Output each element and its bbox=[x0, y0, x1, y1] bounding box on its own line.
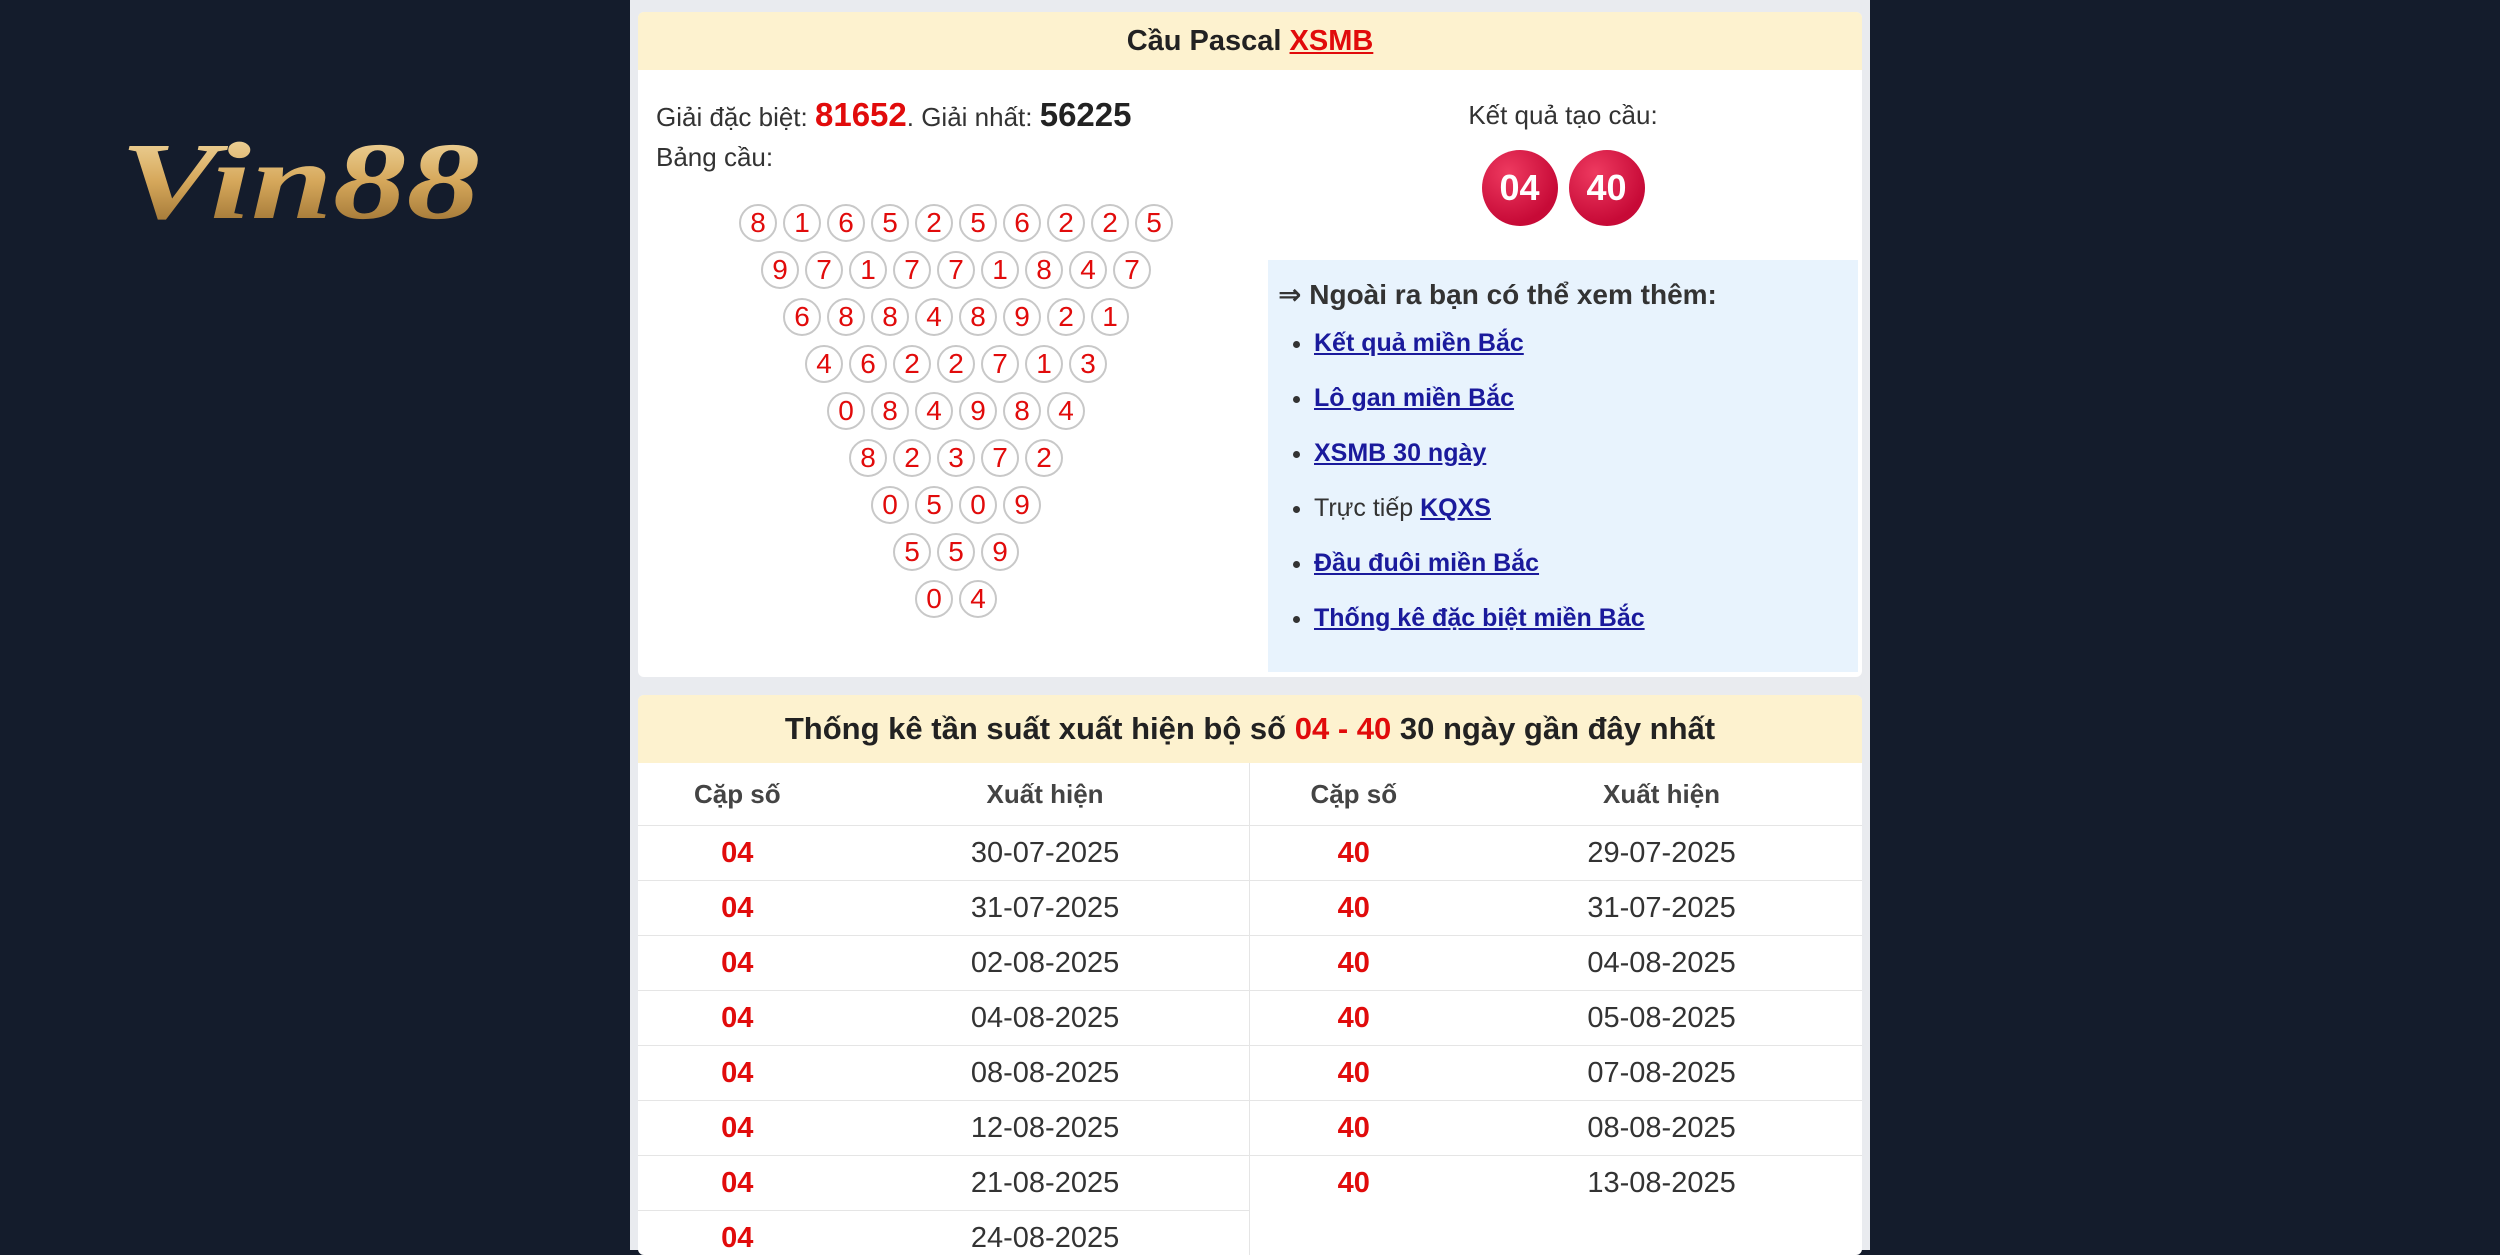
triangle-row bbox=[656, 345, 1256, 392]
pair-cell: 04 bbox=[638, 826, 841, 881]
triangle-number: 0 bbox=[915, 580, 953, 618]
pair-cell: 40 bbox=[1250, 1156, 1457, 1211]
pascal-right bbox=[1268, 92, 1858, 226]
triangle-number: 1 bbox=[783, 204, 821, 242]
triangle-number: 5 bbox=[959, 204, 997, 242]
triangle-number: 5 bbox=[1135, 204, 1173, 242]
logo-text: Vin88 bbox=[120, 120, 480, 230]
date-cell: 30-07-2025 bbox=[841, 826, 1250, 881]
table-row bbox=[638, 1156, 1862, 1211]
triangle-number: 4 bbox=[1069, 251, 1107, 289]
triangle-number: 6 bbox=[827, 204, 865, 242]
date-cell: 08-08-2025 bbox=[1457, 1101, 1862, 1156]
triangle-row bbox=[656, 486, 1256, 533]
triangle-row bbox=[656, 251, 1256, 298]
frequency-header bbox=[638, 695, 1862, 763]
date-cell: 05-08-2025 bbox=[1457, 991, 1862, 1046]
triangle-number: 4 bbox=[915, 298, 953, 336]
triangle-number: 7 bbox=[981, 439, 1019, 477]
triangle-number: 4 bbox=[1047, 392, 1085, 430]
triangle-number: 5 bbox=[915, 486, 953, 524]
triangle-number: 2 bbox=[1047, 204, 1085, 242]
frequency-title-suffix: 30 ngày gần đây nhất bbox=[1400, 711, 1715, 746]
list-item bbox=[1314, 325, 1848, 380]
see-more-box bbox=[1268, 260, 1858, 672]
triangle-number: 2 bbox=[937, 345, 975, 383]
date-cell: 04-08-2025 bbox=[841, 991, 1250, 1046]
date-cell: 02-08-2025 bbox=[841, 936, 1250, 991]
triangle-row bbox=[656, 533, 1256, 580]
triangle-number: 2 bbox=[893, 345, 931, 383]
prize-line bbox=[656, 92, 1256, 140]
triangle-number: 8 bbox=[1003, 392, 1041, 430]
triangle-number: 3 bbox=[937, 439, 975, 477]
triangle-number: 7 bbox=[981, 345, 1019, 383]
pair-cell: 04 bbox=[638, 936, 841, 991]
pair-cell: 04 bbox=[638, 881, 841, 936]
triangle-row bbox=[656, 204, 1256, 251]
list-item bbox=[1314, 600, 1848, 655]
triangle-number: 1 bbox=[849, 251, 887, 289]
header-pair: Cặp số bbox=[638, 763, 841, 826]
triangle-number: 4 bbox=[915, 392, 953, 430]
triangle-number: 8 bbox=[849, 439, 887, 477]
result-label: Kết quả tạo cầu: bbox=[1268, 92, 1858, 138]
pair-cell: 40 bbox=[1250, 936, 1457, 991]
triangle-number: 4 bbox=[959, 580, 997, 618]
triangle-number: 8 bbox=[959, 298, 997, 336]
date-cell: 31-07-2025 bbox=[1457, 881, 1862, 936]
triangle-number: 7 bbox=[805, 251, 843, 289]
date-cell: 24-08-2025 bbox=[841, 1211, 1250, 1255]
pascal-triangle bbox=[656, 204, 1256, 627]
triangle-number: 2 bbox=[893, 439, 931, 477]
triangle-number: 8 bbox=[739, 204, 777, 242]
triangle-number: 6 bbox=[849, 345, 887, 383]
date-cell: 07-08-2025 bbox=[1457, 1046, 1862, 1101]
result-balls bbox=[1268, 150, 1858, 226]
triangle-number: 2 bbox=[1091, 204, 1129, 242]
date-cell: 04-08-2025 bbox=[1457, 936, 1862, 991]
triangle-number: 8 bbox=[871, 392, 909, 430]
frequency-title-prefix: Thống kê tần suất xuất hiện bộ số bbox=[785, 711, 1286, 746]
vin88-logo[interactable] bbox=[120, 118, 490, 230]
see-more-list bbox=[1278, 325, 1848, 655]
date-cell: 08-08-2025 bbox=[841, 1046, 1250, 1101]
date-cell: 12-08-2025 bbox=[841, 1101, 1250, 1156]
triangle-row bbox=[656, 439, 1256, 486]
content-panel bbox=[630, 0, 1870, 1250]
triangle-number: 6 bbox=[1003, 204, 1041, 242]
result-ball: 40 bbox=[1569, 150, 1645, 226]
list-item bbox=[1314, 545, 1848, 600]
table-row bbox=[638, 1101, 1862, 1156]
table-row bbox=[638, 1046, 1862, 1101]
pascal-header bbox=[638, 12, 1862, 70]
special-prize-value: 81652 bbox=[815, 96, 907, 133]
date-cell bbox=[1457, 1211, 1862, 1255]
triangle-number: 7 bbox=[937, 251, 975, 289]
triangle-number: 4 bbox=[805, 345, 843, 383]
pair-cell: 04 bbox=[638, 1046, 841, 1101]
frequency-title-pair: 04 - 40 bbox=[1295, 711, 1392, 746]
date-cell: 29-07-2025 bbox=[1457, 826, 1862, 881]
frequency-table bbox=[638, 763, 1862, 1255]
triangle-number: 6 bbox=[783, 298, 821, 336]
triangle-row bbox=[656, 580, 1256, 627]
link-kqxs[interactable]: KQXS bbox=[1420, 494, 1491, 522]
triangle-number: 1 bbox=[981, 251, 1019, 289]
triangle-number: 9 bbox=[1003, 486, 1041, 524]
first-prize-value: 56225 bbox=[1040, 96, 1132, 133]
table-row bbox=[638, 1211, 1862, 1255]
triangle-number: 8 bbox=[827, 298, 865, 336]
triangle-number: 3 bbox=[1069, 345, 1107, 383]
see-more-title: ⇒ Ngoài ra bạn có thể xem thêm: bbox=[1278, 278, 1848, 311]
table-row bbox=[638, 991, 1862, 1046]
triangle-number: 9 bbox=[761, 251, 799, 289]
list-item bbox=[1314, 380, 1848, 435]
frequency-card bbox=[638, 695, 1862, 1255]
pair-cell: 40 bbox=[1250, 1101, 1457, 1156]
special-prize-label: Giải đặc biệt: bbox=[656, 102, 808, 132]
list-item bbox=[1314, 435, 1848, 490]
table-row bbox=[638, 826, 1862, 881]
pascal-title: Cầu Pascal bbox=[1127, 25, 1282, 57]
header-appear: Xuất hiện bbox=[841, 763, 1250, 826]
link-lo-gan-mien-bac[interactable]: Lô gan miền Bắc bbox=[1314, 384, 1514, 412]
table-row bbox=[638, 881, 1862, 936]
date-cell: 21-08-2025 bbox=[841, 1156, 1250, 1211]
triangle-number: 5 bbox=[893, 533, 931, 571]
triangle-row bbox=[656, 392, 1256, 439]
first-prize-label: . Giải nhất: bbox=[907, 102, 1033, 132]
triangle-row bbox=[656, 298, 1256, 345]
live-prefix: Trực tiếp bbox=[1314, 494, 1420, 522]
pair-cell: 04 bbox=[638, 1211, 841, 1255]
triangle-number: 8 bbox=[871, 298, 909, 336]
header-pair: Cặp số bbox=[1250, 763, 1457, 826]
pair-cell: 04 bbox=[638, 991, 841, 1046]
xsmb-link[interactable]: XSMB bbox=[1290, 25, 1374, 57]
triangle-number: 1 bbox=[1025, 345, 1063, 383]
link-ket-qua-mien-bac[interactable]: Kết quả miền Bắc bbox=[1314, 329, 1524, 357]
pair-cell: 40 bbox=[1250, 881, 1457, 936]
triangle-number: 1 bbox=[1091, 298, 1129, 336]
table-row bbox=[638, 936, 1862, 991]
link-thong-ke-dac-biet[interactable]: Thống kê đặc biệt miền Bắc bbox=[1314, 604, 1645, 632]
triangle-number: 2 bbox=[1047, 298, 1085, 336]
pascal-left bbox=[656, 92, 1256, 173]
pascal-card bbox=[638, 12, 1862, 677]
triangle-number: 0 bbox=[959, 486, 997, 524]
pair-cell: 04 bbox=[638, 1156, 841, 1211]
link-xsmb-30-ngay[interactable]: XSMB 30 ngày bbox=[1314, 439, 1486, 467]
triangle-number: 8 bbox=[1025, 251, 1063, 289]
triangle-number: 0 bbox=[827, 392, 865, 430]
triangle-number: 5 bbox=[871, 204, 909, 242]
triangle-number: 7 bbox=[1113, 251, 1151, 289]
list-item bbox=[1314, 490, 1848, 545]
result-ball: 04 bbox=[1482, 150, 1558, 226]
triangle-number: 2 bbox=[1025, 439, 1063, 477]
pair-cell: 40 bbox=[1250, 1046, 1457, 1101]
header-appear: Xuất hiện bbox=[1457, 763, 1862, 826]
pair-cell bbox=[1250, 1211, 1457, 1255]
pair-cell: 40 bbox=[1250, 826, 1457, 881]
triangle-number: 9 bbox=[1003, 298, 1041, 336]
date-cell: 13-08-2025 bbox=[1457, 1156, 1862, 1211]
table-label: Bảng cầu: bbox=[656, 142, 1256, 173]
triangle-number: 7 bbox=[893, 251, 931, 289]
pair-cell: 04 bbox=[638, 1101, 841, 1156]
triangle-number: 0 bbox=[871, 486, 909, 524]
triangle-number: 9 bbox=[981, 533, 1019, 571]
triangle-number: 5 bbox=[937, 533, 975, 571]
triangle-number: 9 bbox=[959, 392, 997, 430]
date-cell: 31-07-2025 bbox=[841, 881, 1250, 936]
triangle-number: 2 bbox=[915, 204, 953, 242]
pair-cell: 40 bbox=[1250, 991, 1457, 1046]
link-dau-duoi-mien-bac[interactable]: Đầu đuôi miền Bắc bbox=[1314, 549, 1539, 577]
